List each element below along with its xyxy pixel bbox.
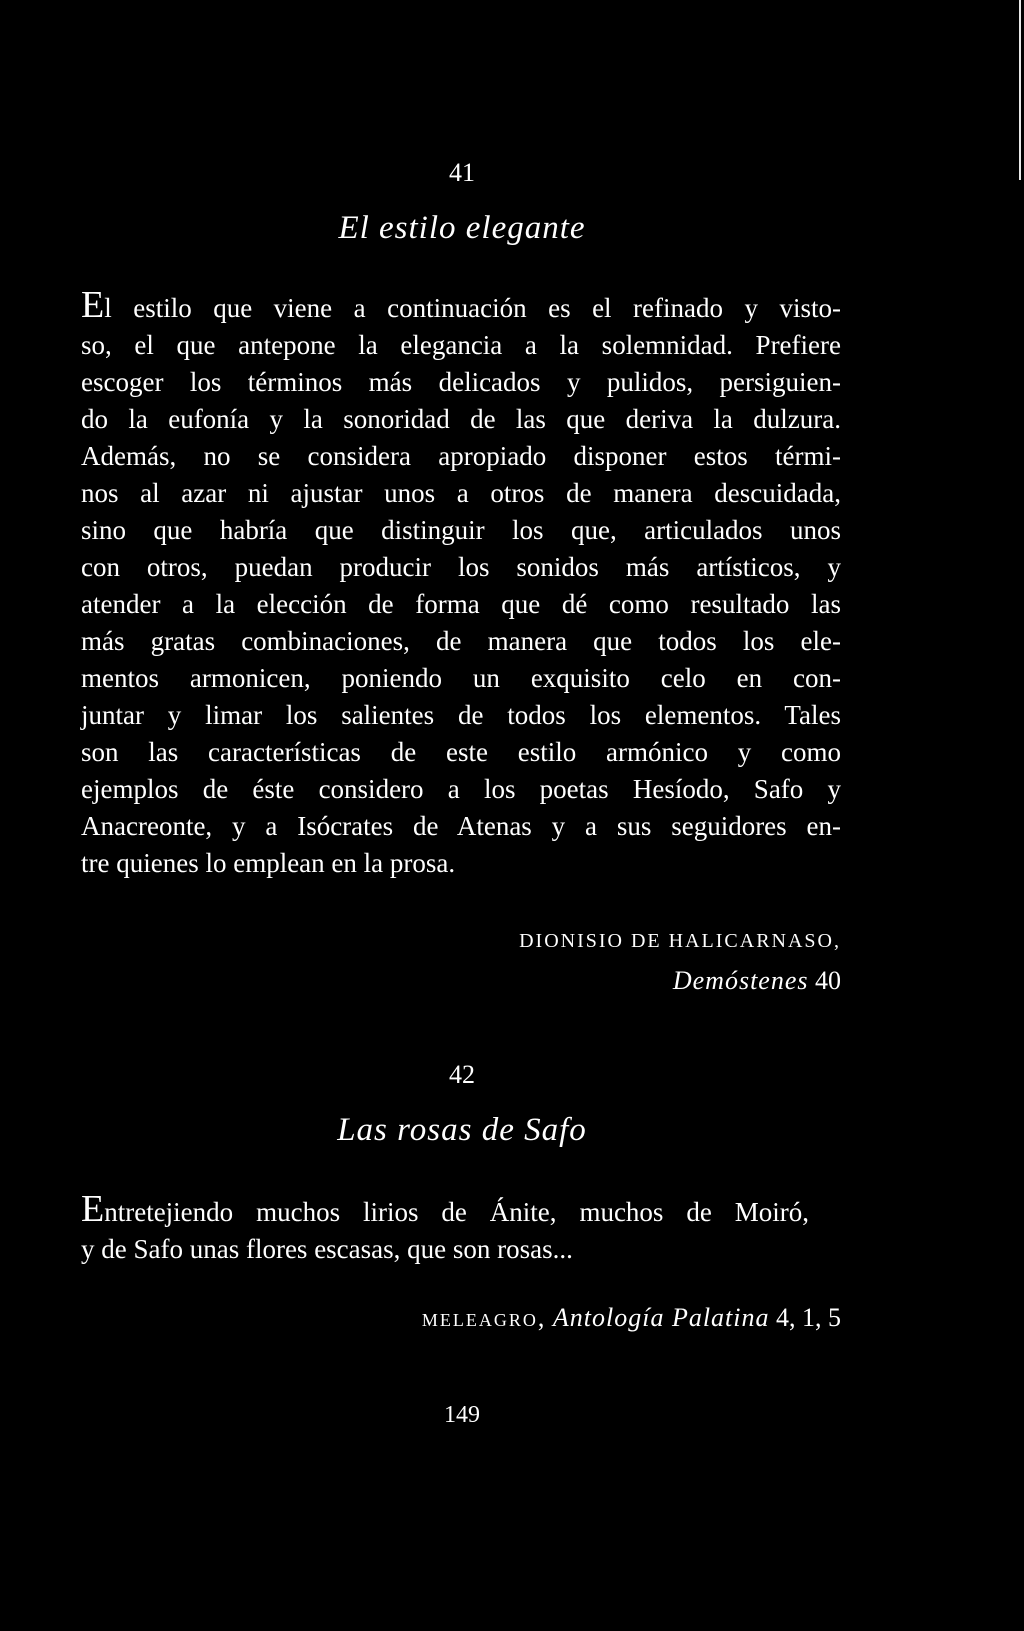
drop-cap: E xyxy=(81,1188,105,1230)
source-author: DIONISIO DE HALICARNASO, xyxy=(519,930,841,952)
text-line: do la eufonía y la sonoridad de las que deriva la dulzura. xyxy=(81,404,841,434)
text-line: escoger los términos más delicados y pulidos, persiguien- xyxy=(81,367,841,397)
text-line: Anacreonte, y a Isócrates de Atenas y a sus seguidores en- xyxy=(81,811,841,841)
section-body-text xyxy=(81,286,841,882)
source-citation xyxy=(422,1303,841,1333)
section-title: El estilo elegante xyxy=(338,210,586,246)
text-line: so, el que antepone la elegancia a la solemnidad. Prefiere xyxy=(81,330,841,360)
text-line: Además, no se considera apropiado disponer estos térmi- xyxy=(81,441,841,471)
text-line: atender a la elección de forma que dé como resultado las xyxy=(81,589,841,619)
source-work-title: Demóstenes xyxy=(672,966,809,995)
section-body-text xyxy=(81,1190,809,1268)
text-line: y de Safo unas flores escasas, que son rosas... xyxy=(81,1234,573,1264)
section-title: Las rosas de Safo xyxy=(337,1112,587,1148)
source-citation xyxy=(673,966,841,996)
text-line: más gratas combinaciones, de manera que todos los ele- xyxy=(81,626,841,656)
text-line: nos al azar ni ajustar unos a otros de manera descuidada, xyxy=(81,478,841,508)
drop-cap: E xyxy=(81,284,105,326)
source-reference: 4, 1, 5 xyxy=(776,1303,841,1332)
source-work-title: Antología Palatina xyxy=(552,1303,770,1332)
text-line: El estilo que viene a continuación es el refinado y visto- xyxy=(81,284,841,326)
page-edge-line xyxy=(1019,0,1021,180)
text-line: juntar y limar los salientes de todos los elementos. Tales xyxy=(81,700,841,730)
text-line: ejemplos de éste considero a los poetas Hesíodo, Safo y xyxy=(81,774,841,804)
source-reference: 40 xyxy=(815,966,841,995)
text-line: mentos armonicen, poniendo un exquisito celo en con- xyxy=(81,663,841,693)
page-number: 149 xyxy=(444,1402,480,1428)
source-author: meleagro, xyxy=(421,1303,547,1332)
text-line: son las características de este estilo armónico y como xyxy=(81,737,841,767)
section-number: 41 xyxy=(449,158,475,187)
text-line: con otros, puedan producir los sonidos más artísticos, y xyxy=(81,552,841,582)
text-line: sino que habría que distinguir los que, articulados unos xyxy=(81,515,841,545)
section-number: 42 xyxy=(449,1060,475,1089)
text-line: Entretejiendo muchos lirios de Ánite, muchos de Moiró, xyxy=(81,1188,809,1230)
text-line: tre quienes lo emplean en la prosa. xyxy=(81,848,456,878)
